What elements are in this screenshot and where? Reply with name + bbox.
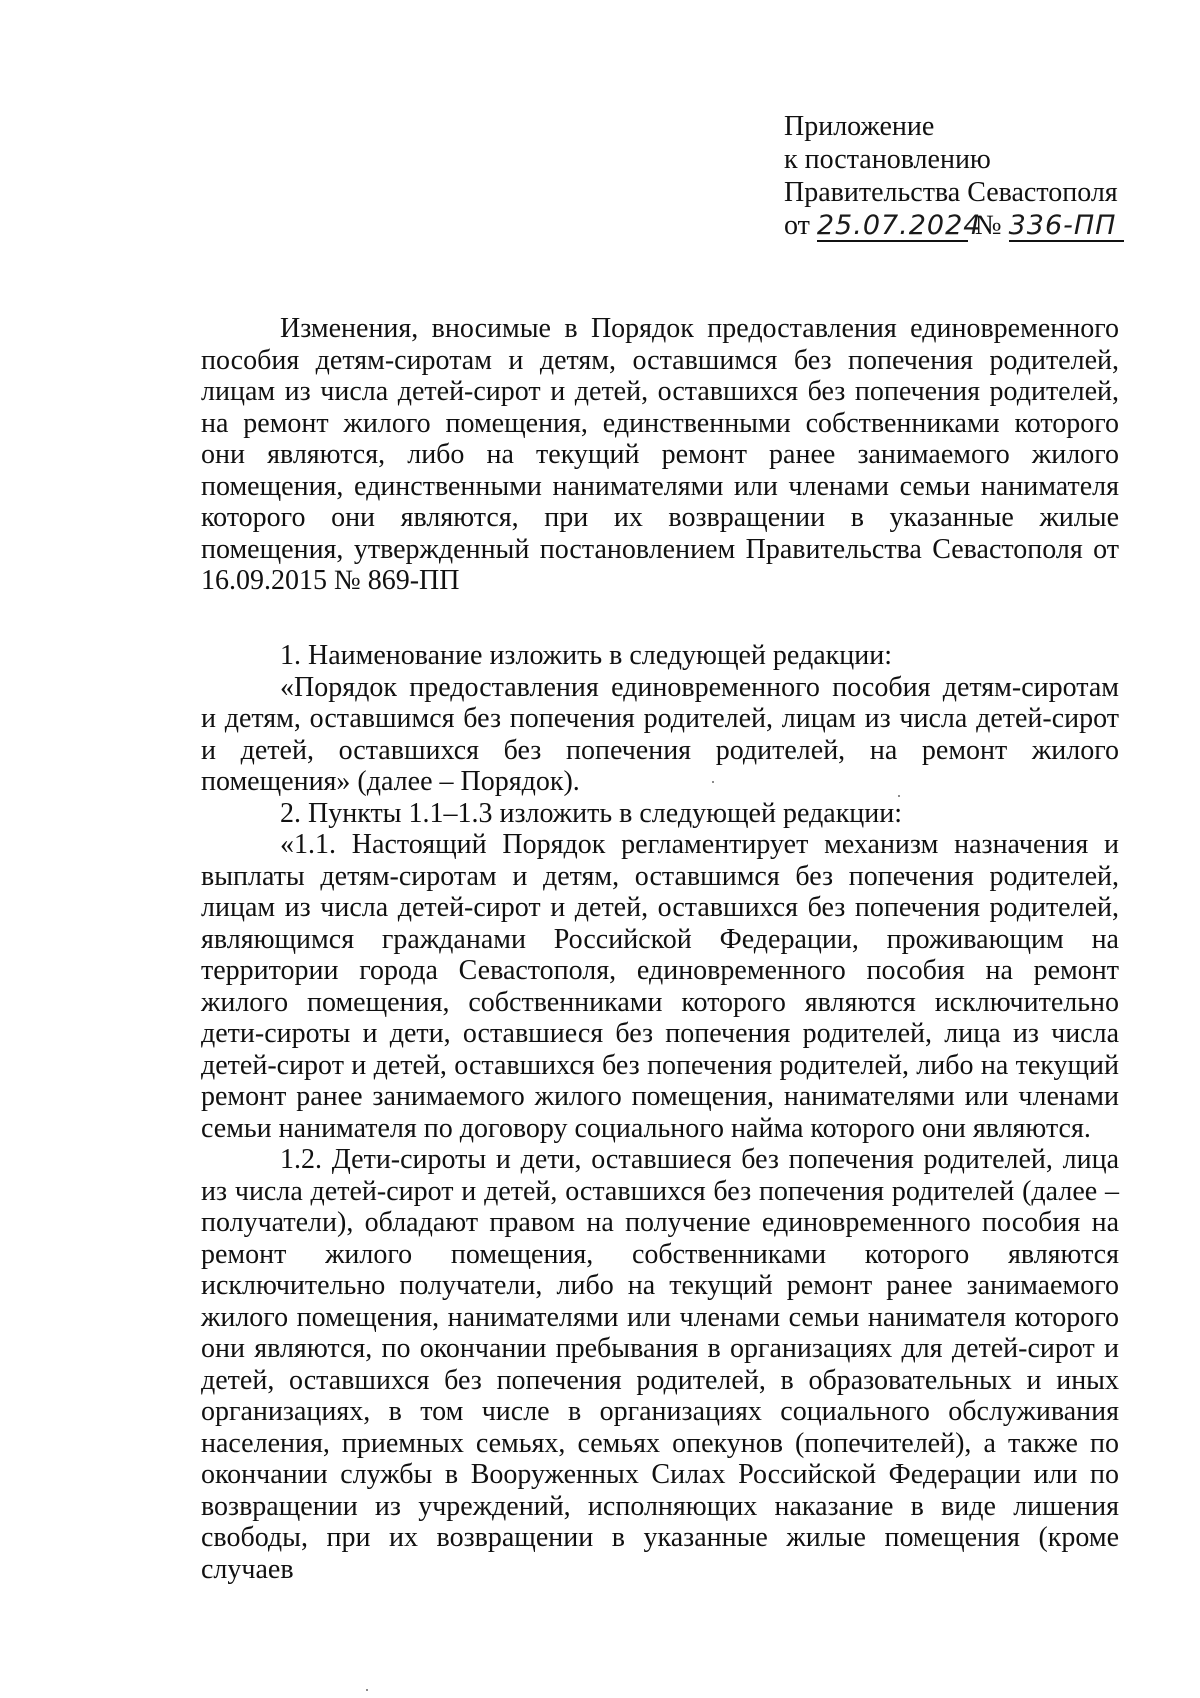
appendix-header bbox=[784, 110, 1124, 242]
number-label: № bbox=[974, 210, 1002, 241]
document-body bbox=[201, 640, 1119, 1585]
handwritten-number: 336-ПП bbox=[1009, 212, 1124, 242]
paragraph-clause-1-2: 1.2. Дети-сироты и дети, оставшиеся без попечения родителей, лица из числа детей-сирот и детей, оставшихся без попечения родителей (далее – получатели), обладают правом на получение единовременного пособия на ремонт жилого помещения, собственниками которого являются исключительно получатели, либо на текущий ремонт ранее занимаемого жилого помещения, нанимателями или членами семьи нанимателя которого они являются, по окончании пребывания в организациях для детей-сирот и детей, оставшихся без попечения родителей, в образовательных и иных организациях, в том числе в организациях социального обслуживания населения, приемных семьях, семьях опекунов (попечителей), а также по окончании службы в Вооруженных Силах Российской Федерации или по возвращении из учреждений, исполняющих наказание в виде лишения свободы, при их возвращении в указанные жилые помещения (кроме случаев bbox=[201, 1144, 1119, 1585]
paragraph-item-1: 1. Наименование изложить в следующей редакции: bbox=[280, 640, 892, 671]
paragraph-item-2: 2. Пункты 1.1–1.3 изложить в следующей редакции: bbox=[280, 797, 903, 829]
paragraph-clause-1-1: «1.1. Настоящий Порядок регламентирует механизм назначения и выплаты детям-сиротам и детям, оставшимся без попечения родителей, лицам из числа детей-сирот и детей, оставшихся без попечения родителей, являющимся гражданами Российской Федерации, проживающим на территории города Севастополя, единовременного пособия на ремонт жилого помещения, собственниками которого являются исключительно дети-сироты и дети, оставшиеся без попечения родителей, лица из числа детей-сирот и детей, оставшихся без попечения родителей, либо на текущий ремонт ранее занимаемого жилого помещения, нанимателями или членами семьи нанимателя по договору социального найма которого они являются. bbox=[201, 829, 1119, 1144]
scan-speck bbox=[712, 781, 714, 783]
document-title: Изменения, вносимые в Порядок предоставления единовременного пособия детям-сиротам и детям, оставшимся без попечения родителей, лицам из числа детей-сирот и детей, оставшихся без попечения родителей, на ремонт жилого помещения, единственными собственниками которого они являются, либо на текущий ремонт ранее занимаемого жилого помещения, единственными нанимателями или членами семьи нанимателя которого они являются, при их возвращении в указанные жилые помещения, утвержденный постановлением Правительства Севастополя от 16.09.2015 № 869-ПП bbox=[201, 313, 1119, 596]
document-title-block bbox=[201, 313, 1119, 597]
appendix-line-2: к постановлению bbox=[784, 144, 991, 175]
handwritten-date: 25.07.2024 bbox=[816, 210, 982, 241]
appendix-date-line bbox=[784, 209, 1124, 242]
appendix-line-1: Приложение bbox=[784, 111, 935, 142]
appendix-line-3: Правительства Севастополя bbox=[784, 177, 1118, 208]
scan-speck bbox=[366, 1689, 368, 1691]
scan-speck bbox=[898, 795, 900, 797]
paragraph-new-name: «Порядок предоставления единовременного пособия детям-сиротам и детям, оставшимся без попечения родителей, лицам из числа детей-сирот и детей, оставшихся без попечения родителей, на ремонт жилого помещения» (далее – Порядок). bbox=[201, 671, 1119, 797]
from-label: от bbox=[784, 210, 810, 241]
